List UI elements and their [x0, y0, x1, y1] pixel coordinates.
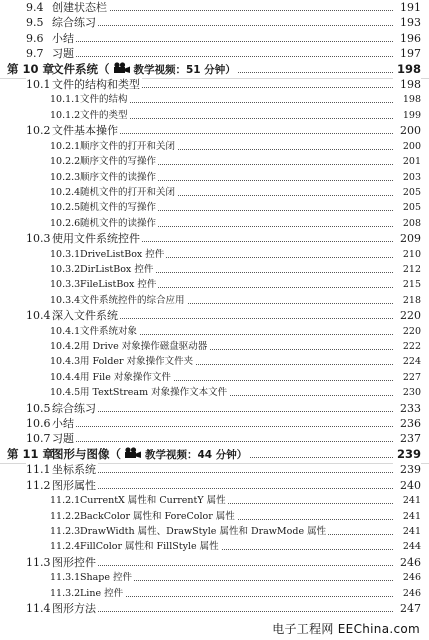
toc-section-number: 10.4.3: [50, 356, 81, 368]
toc-page-number: 205: [393, 185, 421, 200]
toc-page-number: 191: [393, 0, 421, 15]
toc-entry-text: [26, 0, 109, 15]
toc-page-number: 241: [393, 524, 421, 539]
toc-page-number: 227: [393, 370, 421, 385]
toc-entry: [26, 123, 421, 138]
toc-entry: [26, 0, 421, 15]
toc-entry: [50, 262, 421, 277]
toc-page-number: 198: [393, 92, 421, 107]
toc-entry: [50, 339, 421, 354]
toc-section-number: 9.4: [26, 1, 44, 14]
toc-section-number: 10.2: [26, 124, 51, 138]
toc-section-title: 顺序文件的读操作: [80, 171, 157, 183]
toc-page-number: 237: [393, 431, 421, 446]
toc-entry-text: [7, 62, 238, 78]
toc-page-number: 239: [393, 462, 421, 477]
toc-section-number: 10.3: [26, 232, 51, 246]
toc-entry-text: [50, 539, 221, 554]
toc-entry-text: [50, 262, 155, 277]
toc-section-number: 10.4.1: [50, 325, 81, 337]
toc-page-number: 241: [393, 509, 421, 524]
toc-entry: [26, 601, 421, 616]
toc-entry-text: [7, 447, 249, 463]
toc-page-number: 240: [393, 478, 421, 493]
toc-page-number: 244: [393, 539, 421, 554]
toc-video-duration: 教学视频：44 分钟）: [145, 448, 248, 461]
toc-entry-text: [50, 277, 158, 292]
toc-page-number: 239: [393, 447, 421, 462]
toc-entry-text: [26, 416, 76, 431]
toc-entry-text: [50, 509, 237, 524]
toc-chapter: [7, 62, 421, 77]
toc-section-title: BackColor 属性和 ForeColor 属性: [80, 510, 235, 522]
toc-entry: [26, 462, 421, 477]
toc-leader-dots: [26, 56, 393, 57]
toc-entry-text: [26, 601, 98, 616]
toc-section-title: 顺序文件的打开和关闭: [80, 140, 176, 152]
toc-entry: [50, 185, 421, 200]
toc-leader-dots: [26, 41, 393, 42]
toc-page-number: 246: [393, 555, 421, 570]
toc-entry-text: [50, 200, 158, 215]
toc-section-number: 10.2.6: [50, 217, 81, 229]
toc-entry-text: [50, 586, 125, 601]
toc-section-title: Line 控件: [80, 587, 124, 599]
toc-section-title: 文件系统（: [52, 61, 110, 76]
toc-entry: [50, 524, 421, 539]
toc-section-number: 10.5: [26, 401, 51, 415]
toc-entry: [26, 46, 421, 61]
toc-page-number: 247: [393, 601, 421, 616]
toc-section-number: 10.1.1: [50, 94, 81, 106]
toc-page-number: 193: [393, 15, 421, 30]
toc-section-number: 10.6: [26, 417, 51, 431]
toc-page-number: 203: [393, 170, 421, 185]
toc-section-number: 10.1: [26, 78, 51, 92]
toc-section-number: 11.2.1: [50, 495, 81, 507]
toc-section-title: DriveListBox 控件: [80, 248, 165, 260]
toc-entry: [50, 385, 421, 400]
toc-entry-text: [26, 401, 98, 416]
toc-section-number: 9.5: [26, 16, 44, 30]
toc-page-number: 200: [393, 139, 421, 154]
toc-entry: [26, 31, 421, 46]
toc-section-title: 图形控件: [52, 555, 96, 569]
toc-entry: [26, 431, 421, 446]
toc-entry: [26, 231, 421, 246]
toc-entry-text: [50, 108, 130, 123]
toc-entry: [26, 15, 421, 30]
toc-entry-text: [50, 370, 173, 385]
toc-section-title: 图形方法: [52, 602, 96, 615]
toc-section-title: 文件的结构和类型: [52, 78, 140, 92]
toc-section-title: 图形与图像（: [52, 446, 121, 461]
toc-leader-dots: [26, 426, 393, 427]
toc-section-title: 用 TextStream 对象操作文本文件: [80, 387, 228, 399]
toc-entry-text: [26, 431, 76, 446]
toc-page-number: 241: [393, 493, 421, 508]
toc-page-number: 233: [393, 401, 421, 416]
toc-entry-text: [26, 46, 76, 61]
toc-section-number: 10.1.2: [50, 109, 81, 121]
toc-entry-text: [50, 339, 209, 354]
toc-section-title: 用 Drive 对象操作磁盘驱动器: [80, 341, 208, 353]
toc-entry-text: [26, 308, 120, 323]
toc-entry-text: [50, 170, 158, 185]
toc-section-number: 11.2.4: [50, 541, 81, 553]
toc-entry: [50, 324, 421, 339]
toc-page-number: 196: [393, 31, 421, 46]
toc-entry-text: [50, 570, 134, 585]
toc-section-number: 11.3.1: [50, 572, 81, 584]
toc-page-number: 201: [393, 154, 421, 169]
toc-section-title: FileListBox 控件: [80, 279, 157, 291]
toc-entry-text: [50, 247, 166, 262]
toc-page-number: 210: [393, 247, 421, 262]
toc-section-number: 10.4.2: [50, 341, 81, 353]
toc-section-number: 10.3.2: [50, 263, 81, 275]
site-watermark: 电子工程网 EEChina.com: [269, 619, 423, 638]
toc-entry: [50, 139, 421, 154]
toc-entry-text: [50, 324, 139, 339]
toc-page-number: 199: [393, 108, 421, 123]
video-camera-icon: [113, 62, 131, 74]
toc-page-number: 200: [393, 123, 421, 138]
toc-section-number: 11.2: [26, 478, 51, 492]
toc-section-title: 图形属性: [52, 478, 96, 492]
toc-section-number: 11.1: [26, 463, 51, 477]
toc-section-title: 创建状态栏: [52, 1, 107, 14]
toc-section-title: 小结: [52, 31, 74, 45]
toc-section-number: 第 10 章: [7, 61, 55, 76]
toc-page-number: 205: [393, 200, 421, 215]
toc-page-number: 218: [393, 293, 421, 308]
toc-section-title: DrawWidth 属性、DrawStyle 属性和 DrawMode 属性: [80, 525, 327, 537]
toc-section-title: 文件的类型: [80, 109, 128, 121]
toc-entry: [26, 478, 421, 493]
toc-entry: [26, 555, 421, 570]
toc-entry-text: [26, 15, 98, 30]
toc-section-number: 11.3: [26, 555, 51, 569]
toc-entry: [50, 570, 421, 585]
toc-page-number: 209: [393, 231, 421, 246]
toc-entry-text: [50, 139, 177, 154]
toc-section-number: 9.6: [26, 31, 44, 45]
toc-page-number: 246: [393, 570, 421, 585]
toc-page-number: 230: [393, 385, 421, 400]
toc-section-title: 用 File 对象操作文件: [80, 371, 171, 383]
toc-section-number: 10.2.2: [50, 156, 81, 168]
toc-entry: [50, 154, 421, 169]
toc-section-title: FillColor 属性和 FillStyle 属性: [80, 541, 219, 553]
toc-section-title: 随机文件的写操作: [80, 202, 157, 214]
toc-entry-text: [50, 216, 158, 231]
toc-section-title: 文件系统控件的综合应用: [80, 294, 185, 306]
toc-entry: [26, 308, 421, 323]
toc-entry-text: [50, 524, 328, 539]
toc-entry-text: [50, 293, 187, 308]
toc-section-number: 10.2.3: [50, 171, 81, 183]
toc-section-title: 深入文件系统: [52, 309, 118, 323]
toc-entry-text: [26, 462, 98, 477]
toc-entry-text: [26, 31, 76, 46]
toc-section-title: 顺序文件的写操作: [80, 156, 157, 168]
toc-section-title: 使用文件系统控件: [52, 232, 140, 246]
toc-section-title: 文件基本操作: [52, 124, 118, 138]
toc-section-number: 10.4.5: [50, 387, 81, 399]
toc-page-number: 222: [393, 339, 421, 354]
toc-entry-text: [50, 154, 158, 169]
toc-entry: [50, 200, 421, 215]
toc-section-title: 综合练习: [52, 16, 96, 30]
toc-page-number: 236: [393, 416, 421, 431]
toc-entry: [50, 92, 421, 107]
toc-section-number: 11.2.3: [50, 525, 81, 537]
toc-section-number: 10.7: [26, 432, 51, 446]
toc-entry: [50, 293, 421, 308]
toc-entry: [26, 416, 421, 431]
toc-leader-dots: [26, 441, 393, 442]
toc-page-number: 246: [393, 586, 421, 601]
toc-entry: [26, 401, 421, 416]
toc-entry-text: [50, 92, 130, 107]
toc-entry-text: [26, 77, 142, 92]
toc-section-number: 10.2.5: [50, 202, 81, 214]
toc-entry: [50, 586, 421, 601]
toc-page-number: 198: [393, 62, 421, 77]
toc-entry: [50, 493, 421, 508]
toc-entry: [50, 108, 421, 123]
toc-section-number: 第 11 章: [7, 446, 55, 461]
toc-section-number: 10.2.1: [50, 140, 81, 152]
toc-section-number: 10.2.4: [50, 186, 81, 198]
toc-entry-text: [50, 385, 229, 400]
toc-page-number: 212: [393, 262, 421, 277]
toc-entry: [26, 77, 421, 92]
toc-page-number: 215: [393, 277, 421, 292]
toc-entry-text: [26, 555, 98, 570]
toc-entry-text: [50, 493, 228, 508]
toc-entry: [50, 370, 421, 385]
toc-page-number: 220: [393, 308, 421, 323]
toc-entry: [50, 354, 421, 369]
toc-section-number: 10.3.3: [50, 279, 81, 291]
toc-section-title: 随机文件的读操作: [80, 217, 157, 229]
toc-entry: [50, 539, 421, 554]
video-camera-icon: [124, 447, 142, 459]
toc-section-number: 11.4: [26, 602, 51, 615]
toc-section-title: 文件的结构: [80, 94, 128, 106]
toc-section-title: 文件系统对象: [80, 325, 138, 337]
toc-section-title: DirListBox 控件: [80, 263, 154, 275]
toc-page-number: 198: [393, 77, 421, 92]
toc-section-number: 10.3.1: [50, 248, 81, 260]
toc-section-title: 坐标系统: [52, 463, 96, 477]
toc-entry-text: [26, 231, 142, 246]
toc-section-number: 10.4: [26, 309, 51, 323]
toc-entry: [50, 216, 421, 231]
toc-section-title: 用 Folder 对象操作文件夹: [80, 356, 194, 368]
toc-section-number: 11.3.2: [50, 587, 81, 599]
toc-page-number: 197: [393, 46, 421, 61]
toc-section-title: 习题: [52, 432, 74, 446]
toc-section-title: CurrentX 属性和 CurrentY 属性: [80, 495, 226, 507]
toc-section-title: Shape 控件: [80, 572, 133, 584]
toc-section-title: 随机文件的打开和关闭: [80, 186, 176, 198]
toc-entry: [50, 509, 421, 524]
toc-entry: [50, 247, 421, 262]
toc-section-number: 9.7: [26, 47, 44, 61]
toc-section-number: 10.3.4: [50, 294, 81, 306]
toc-entry-text: [26, 123, 120, 138]
toc-page-number: 208: [393, 216, 421, 231]
toc-section-number: 10.4.4: [50, 371, 81, 383]
toc-section-title: 小结: [52, 417, 74, 431]
toc-entry: [50, 170, 421, 185]
toc-section-title: 习题: [52, 47, 74, 61]
toc-entry: [50, 277, 421, 292]
toc-section-title: 综合练习: [52, 401, 96, 415]
toc-entry-text: [50, 185, 177, 200]
toc-video-duration: 教学视频：51 分钟）: [133, 63, 236, 76]
toc-entry-text: [26, 478, 98, 493]
toc-entry-text: [50, 354, 195, 369]
toc-page-number: 224: [393, 354, 421, 369]
toc-section-number: 11.2.2: [50, 510, 81, 522]
toc-chapter: [7, 447, 421, 462]
toc-page-number: 220: [393, 324, 421, 339]
